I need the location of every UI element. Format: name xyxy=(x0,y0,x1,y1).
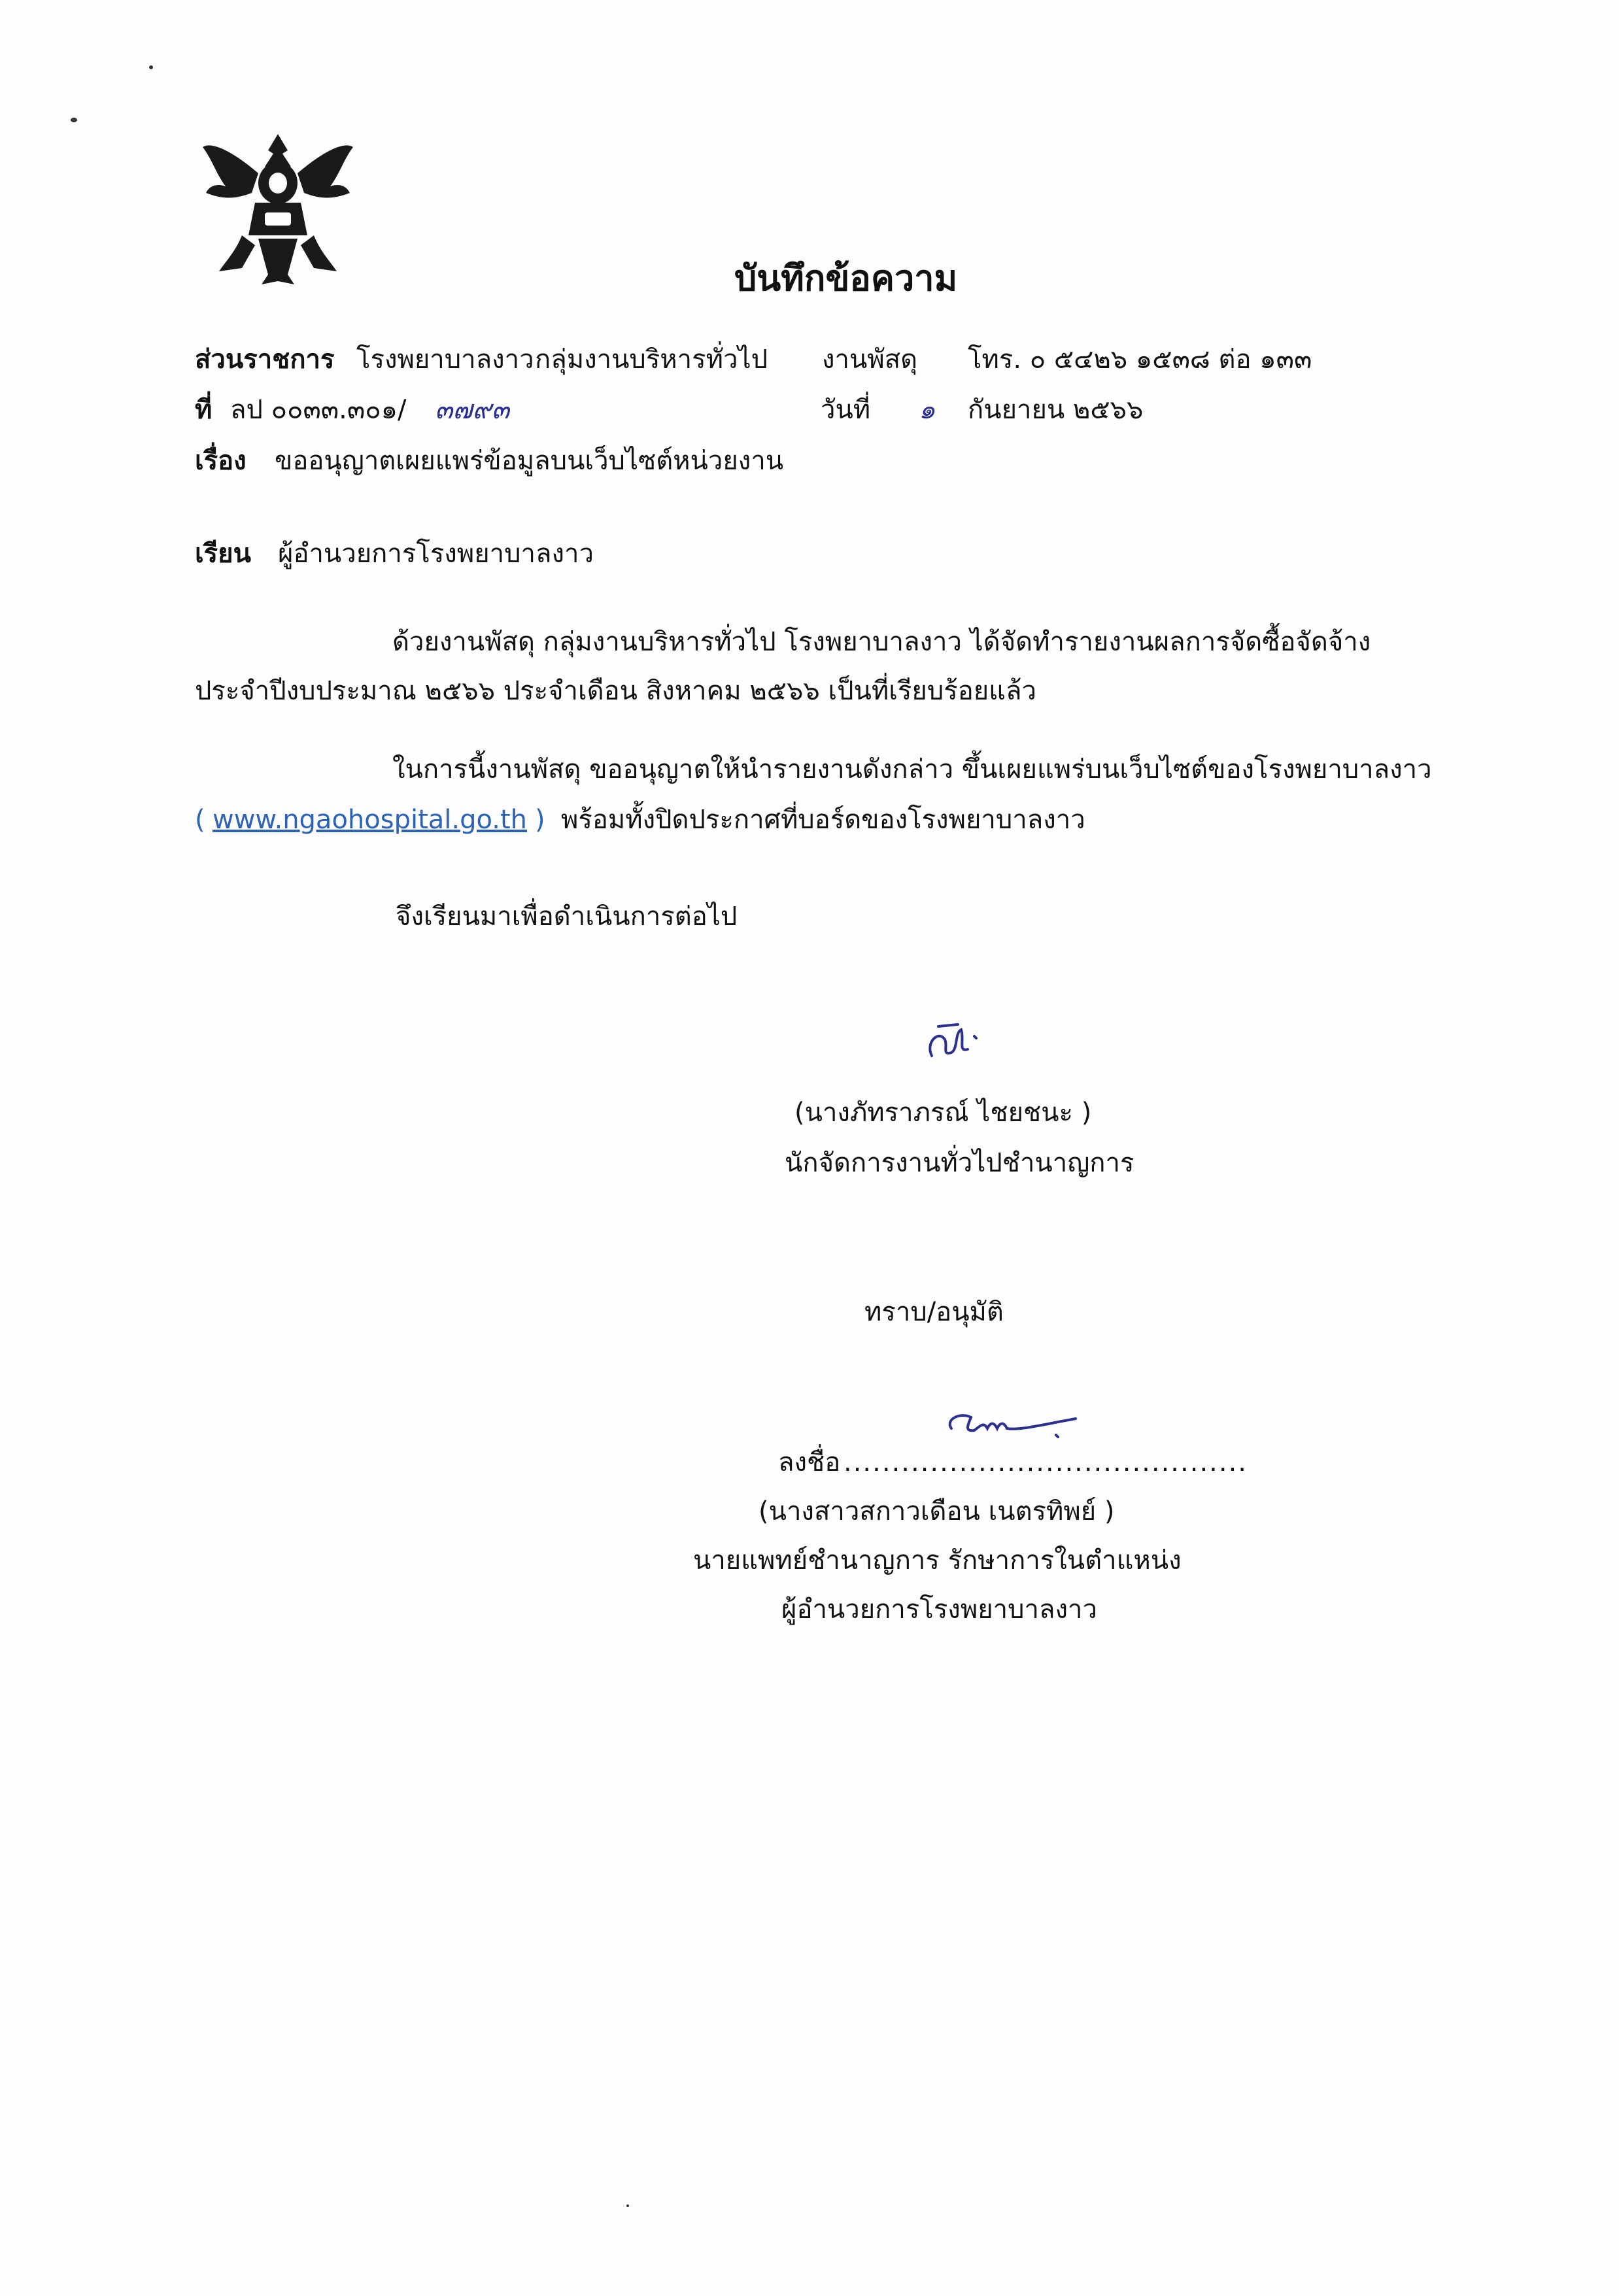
signer2-name: (นางสาวสกาวเดือน เนตรทิพย์ ) xyxy=(758,1496,1115,1527)
paragraph1-line2: ประจำปีงบประมาณ ๒๕๖๖ ประจำเดือน สิงหาคม ๒๕๖๖ เป็นที่เรียบร้อยแล้ว xyxy=(195,676,1036,706)
approval-text: ทราบ/อนุมัติ xyxy=(864,1297,1004,1327)
ref-number-handwritten: ๓๗๙๓ xyxy=(435,395,510,425)
url-paren-open: ( xyxy=(195,805,205,835)
agency-group: กลุ่มงานบริหารทั่วไป xyxy=(535,345,768,375)
scan-speck xyxy=(71,118,77,122)
paragraph2-line2: พร้อมทั้งปิดประกาศที่บอร์ดของโรงพยาบาลงาว xyxy=(561,805,1085,835)
date-month-year: กันยายน ๒๕๖๖ xyxy=(968,395,1144,425)
paragraph2-line1: ในการนี้งานพัสดุ ขออนุญาตให้นำรายงานดังกล่าว ขึ้นเผยแพร่บนเว็บไซต์ของโรงพยาบาลงาว xyxy=(392,754,1432,785)
website-link[interactable]: www.ngaohospital.go.th xyxy=(213,805,528,835)
signer1-name: (นางภัทราภรณ์ ไชยชนะ ) xyxy=(794,1098,1092,1128)
to-label: เรียน xyxy=(195,539,251,569)
sign-dotted-line: .......................................... xyxy=(844,1447,1248,1477)
agency-org: โรงพยาบาลงาว xyxy=(356,345,534,375)
url-paren-close: ) xyxy=(535,805,545,835)
scan-speck xyxy=(626,2204,629,2207)
signature-1-icon xyxy=(919,1017,991,1069)
garuda-emblem-icon xyxy=(196,121,360,291)
signer2-position2: ผู้อำนวยการโรงพยาบาลงาว xyxy=(781,1595,1097,1625)
paragraph1-line1: ด้วยงานพัสดุ กลุ่มงานบริหารทั่วไป โรงพยาบาลงาว ได้จัดทำรายงานผลการจัดซื้อจัดจ้าง xyxy=(392,627,1371,657)
date-label: วันที่ xyxy=(821,395,871,425)
agency-unit: งานพัสดุ xyxy=(822,345,918,375)
memo-title: บันทึกข้อความ xyxy=(734,258,958,299)
agency-label: ส่วนราชการ xyxy=(195,345,335,375)
agency-phone: โทร. ๐ ๕๔๒๖ ๑๕๓๘ ต่อ ๑๓๓ xyxy=(968,345,1312,375)
ref-label: ที่ xyxy=(195,395,213,425)
scan-speck xyxy=(149,65,153,69)
to-text: ผู้อำนวยการโรงพยาบาลงาว xyxy=(278,539,594,569)
closing-text: จึงเรียนมาเพื่อดำเนินการต่อไป xyxy=(396,902,738,932)
date-day-handwritten: ๑ xyxy=(919,395,936,425)
signer2-position1: นายแพทย์ชำนาญการ รักษาการในตำแหน่ง xyxy=(693,1545,1182,1576)
subject-text: ขออนุญาตเผยแพร่ข้อมูลบนเว็บไซต์หน่วยงาน xyxy=(275,446,784,476)
signer1-position: นักจัดการงานทั่วไปชำนาญการ xyxy=(785,1148,1134,1178)
subject-label: เรื่อง xyxy=(195,446,247,476)
sign-label: ลงชื่อ xyxy=(778,1447,841,1477)
ref-prefix: ลป ๐๐๓๓.๓๐๑/ xyxy=(230,395,407,425)
